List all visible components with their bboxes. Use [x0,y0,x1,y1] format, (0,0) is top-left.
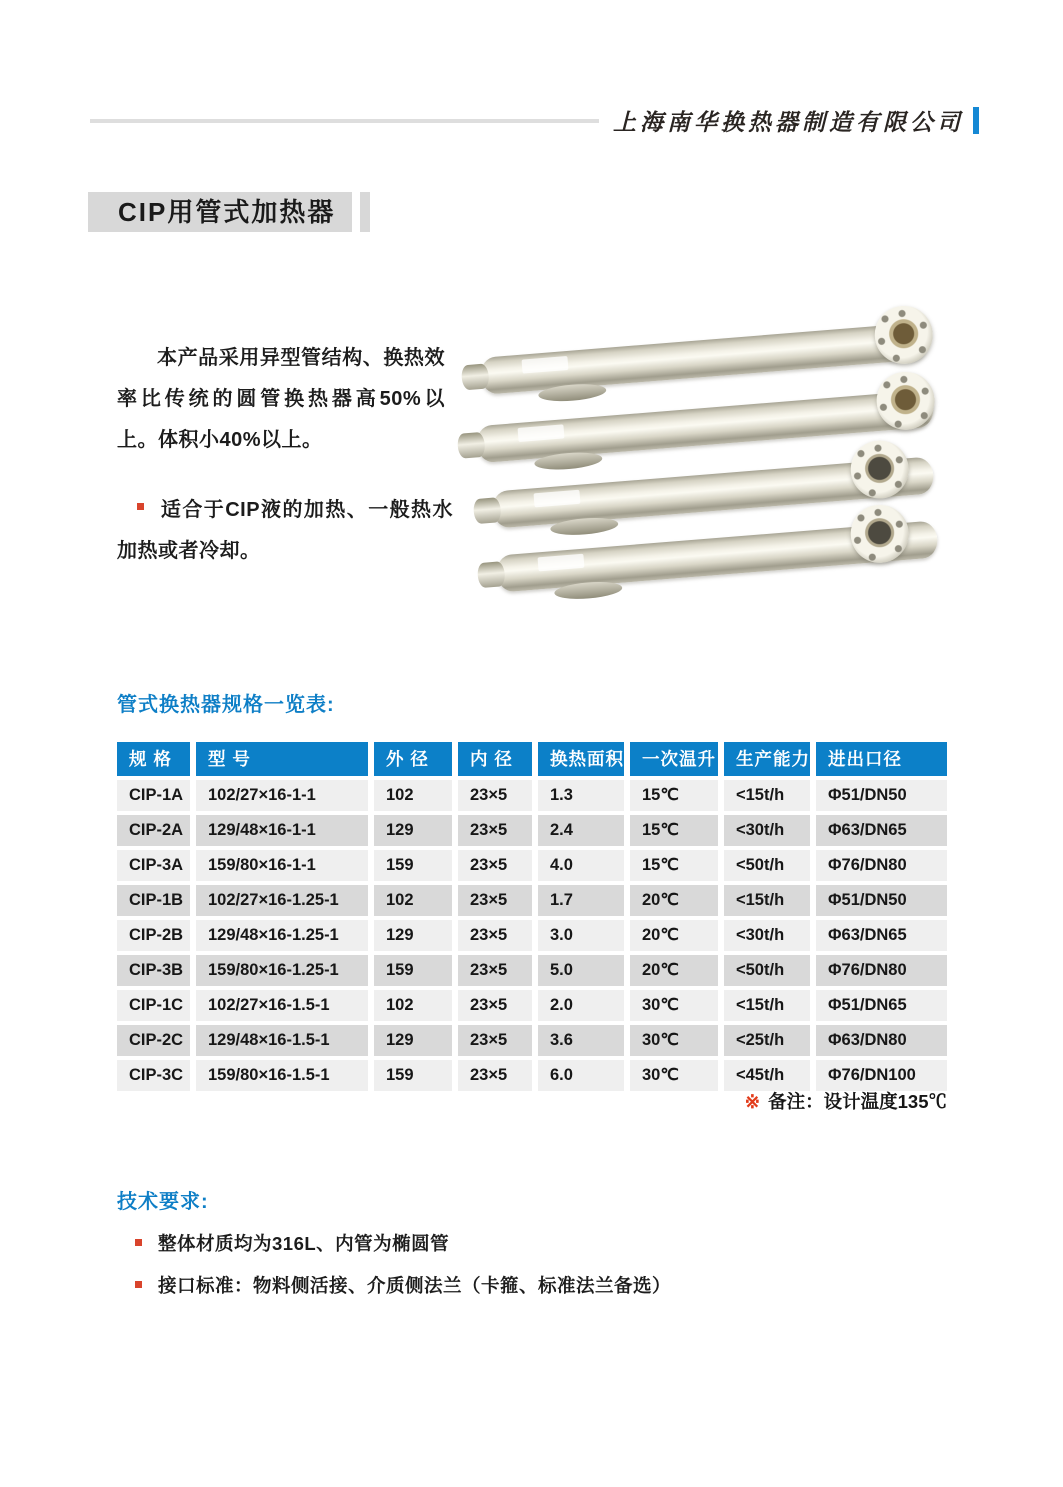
title-accent-bar [360,192,370,232]
table-cell: 20℃ [630,920,718,951]
table-cell: 2.4 [538,815,624,846]
heat-exchanger-tube-1 [479,322,929,395]
tech-requirement-item [135,1272,817,1298]
table-cell: 159 [374,955,452,986]
note-text: 设计温度135℃ [823,1091,947,1112]
table-cell: 23×5 [458,920,532,951]
table-cell: CIP-3A [117,850,190,881]
table-cell: 129/48×16-1-1 [196,815,368,846]
table-cell: Φ76/DN80 [816,850,947,881]
product-photo [466,298,996,603]
column-header-capacity: 生产能力 [724,742,810,776]
table-cell: 1.3 [538,780,624,811]
table-cell: 30℃ [630,990,718,1021]
column-header-model: 型 号 [196,742,368,776]
table-cell: 102 [374,780,452,811]
table-cell: 129 [374,1025,452,1056]
table-cell: 4.0 [538,850,624,881]
table-cell: CIP-3C [117,1060,190,1091]
table-cell: 159/80×16-1.5-1 [196,1060,368,1091]
bullet-square-icon [137,503,144,510]
tube-flange-icon [848,503,910,565]
tech-item-text: 接口标准：物料侧活接、介质侧法兰（卡箍、标准法兰备选） [158,1275,672,1296]
table-cell: 102/27×16-1.5-1 [196,990,368,1021]
table-cell: 129 [374,815,452,846]
spec-table [117,742,947,1091]
table-cell: 23×5 [458,885,532,916]
table-cell: CIP-2A [117,815,190,846]
tube-flange-icon [848,438,910,500]
table-cell: 15℃ [630,850,718,881]
spec-table-title: 管式换热器规格一览表: [117,694,335,716]
table-cell: Φ76/DN80 [816,955,947,986]
table-cell: 23×5 [458,780,532,811]
table-cell: 23×5 [458,990,532,1021]
table-cell: 159 [374,850,452,881]
table-cell: 102 [374,885,452,916]
table-cell: 23×5 [458,850,532,881]
column-header-area: 换热面积 [538,742,624,776]
tube-label-plate [518,424,565,442]
column-header-inner-dia: 内 径 [458,742,532,776]
intro-bullet-text: 适合于CIP液的加热、一般热水加热或者冷却。 [117,499,453,562]
table-cell: CIP-2C [117,1025,190,1056]
table-cell: 102/27×16-1-1 [196,780,368,811]
tech-requirements-section [117,1185,817,1298]
table-cell: <15t/h [724,990,810,1021]
table-cell: Φ63/DN80 [816,1025,947,1056]
table-cell: 1.7 [538,885,624,916]
table-cell: 6.0 [538,1060,624,1091]
bullet-square-icon [135,1281,142,1288]
column-header-port-size: 进出口径 [816,742,947,776]
table-cell: <50t/h [724,850,810,881]
table-cell: 3.0 [538,920,624,951]
table-cell: 129 [374,920,452,951]
table-cell: 23×5 [458,815,532,846]
table-cell: 30℃ [630,1025,718,1056]
design-temp-note [745,1088,947,1114]
table-cell: CIP-2B [117,920,190,951]
bullet-square-icon [135,1239,142,1246]
tube-flange-icon [874,370,936,432]
table-cell: 102/27×16-1.25-1 [196,885,368,916]
table-cell: 20℃ [630,955,718,986]
table-cell: 159/80×16-1-1 [196,850,368,881]
tech-requirement-item [135,1230,817,1256]
table-cell: 2.0 [538,990,624,1021]
table-cell: 159 [374,1060,452,1091]
table-cell: 129/48×16-1.5-1 [196,1025,368,1056]
table-cell: Φ51/DN65 [816,990,947,1021]
table-cell: <30t/h [724,920,810,951]
tube-label-plate [533,490,580,508]
table-cell: <45t/h [724,1060,810,1091]
column-header-spec: 规 格 [117,742,190,776]
header-accent-bar [973,107,979,134]
note-label: 备注： [768,1091,824,1112]
table-cell: CIP-3B [117,955,190,986]
column-header-outer-dia: 外 径 [374,742,452,776]
tech-item-text: 整体材质均为316L、内管为椭圆管 [158,1233,450,1254]
title-band [88,192,370,232]
table-cell: 102 [374,990,452,1021]
page-header [90,104,979,137]
table-cell: Φ76/DN100 [816,1060,947,1091]
table-cell: 129/48×16-1.25-1 [196,920,368,951]
column-header-temp-rise: 一次温升 [630,742,718,776]
reference-mark-icon: ※ [744,1091,761,1112]
table-cell: 23×5 [458,1060,532,1091]
table-cell: 15℃ [630,815,718,846]
header-rule [90,119,599,123]
table-cell: 30℃ [630,1060,718,1091]
table-cell: CIP-1B [117,885,190,916]
table-cell: Φ63/DN65 [816,920,947,951]
table-cell: Φ51/DN50 [816,885,947,916]
table-cell: 23×5 [458,955,532,986]
table-cell: <15t/h [724,885,810,916]
tube-flange-icon [873,304,935,366]
table-cell: <25t/h [724,1025,810,1056]
tech-requirements-title: 技术要求: [117,1191,209,1213]
tube-label-plate [537,554,584,572]
table-cell: Φ51/DN50 [816,780,947,811]
table-cell: <30t/h [724,815,810,846]
table-cell: Φ63/DN65 [816,815,947,846]
intro-paragraph: 本产品采用异型管结构、换热效率比传统的圆管换热器高50%以上。体积小40%以上。 [117,347,445,451]
table-cell: CIP-1C [117,990,190,1021]
tube-label-plate [522,356,569,374]
table-cell: <50t/h [724,955,810,986]
page-title: CIP用管式加热器 [88,192,352,232]
table-cell: 3.6 [538,1025,624,1056]
company-name: 上海南华换热器制造有限公司 [613,109,964,136]
table-cell: 5.0 [538,955,624,986]
intro-bullet-item [117,490,453,572]
table-cell: 159/80×16-1.25-1 [196,955,368,986]
table-cell: 15℃ [630,780,718,811]
table-cell: 23×5 [458,1025,532,1056]
table-cell: <15t/h [724,780,810,811]
table-cell: CIP-1A [117,780,190,811]
table-cell: 20℃ [630,885,718,916]
